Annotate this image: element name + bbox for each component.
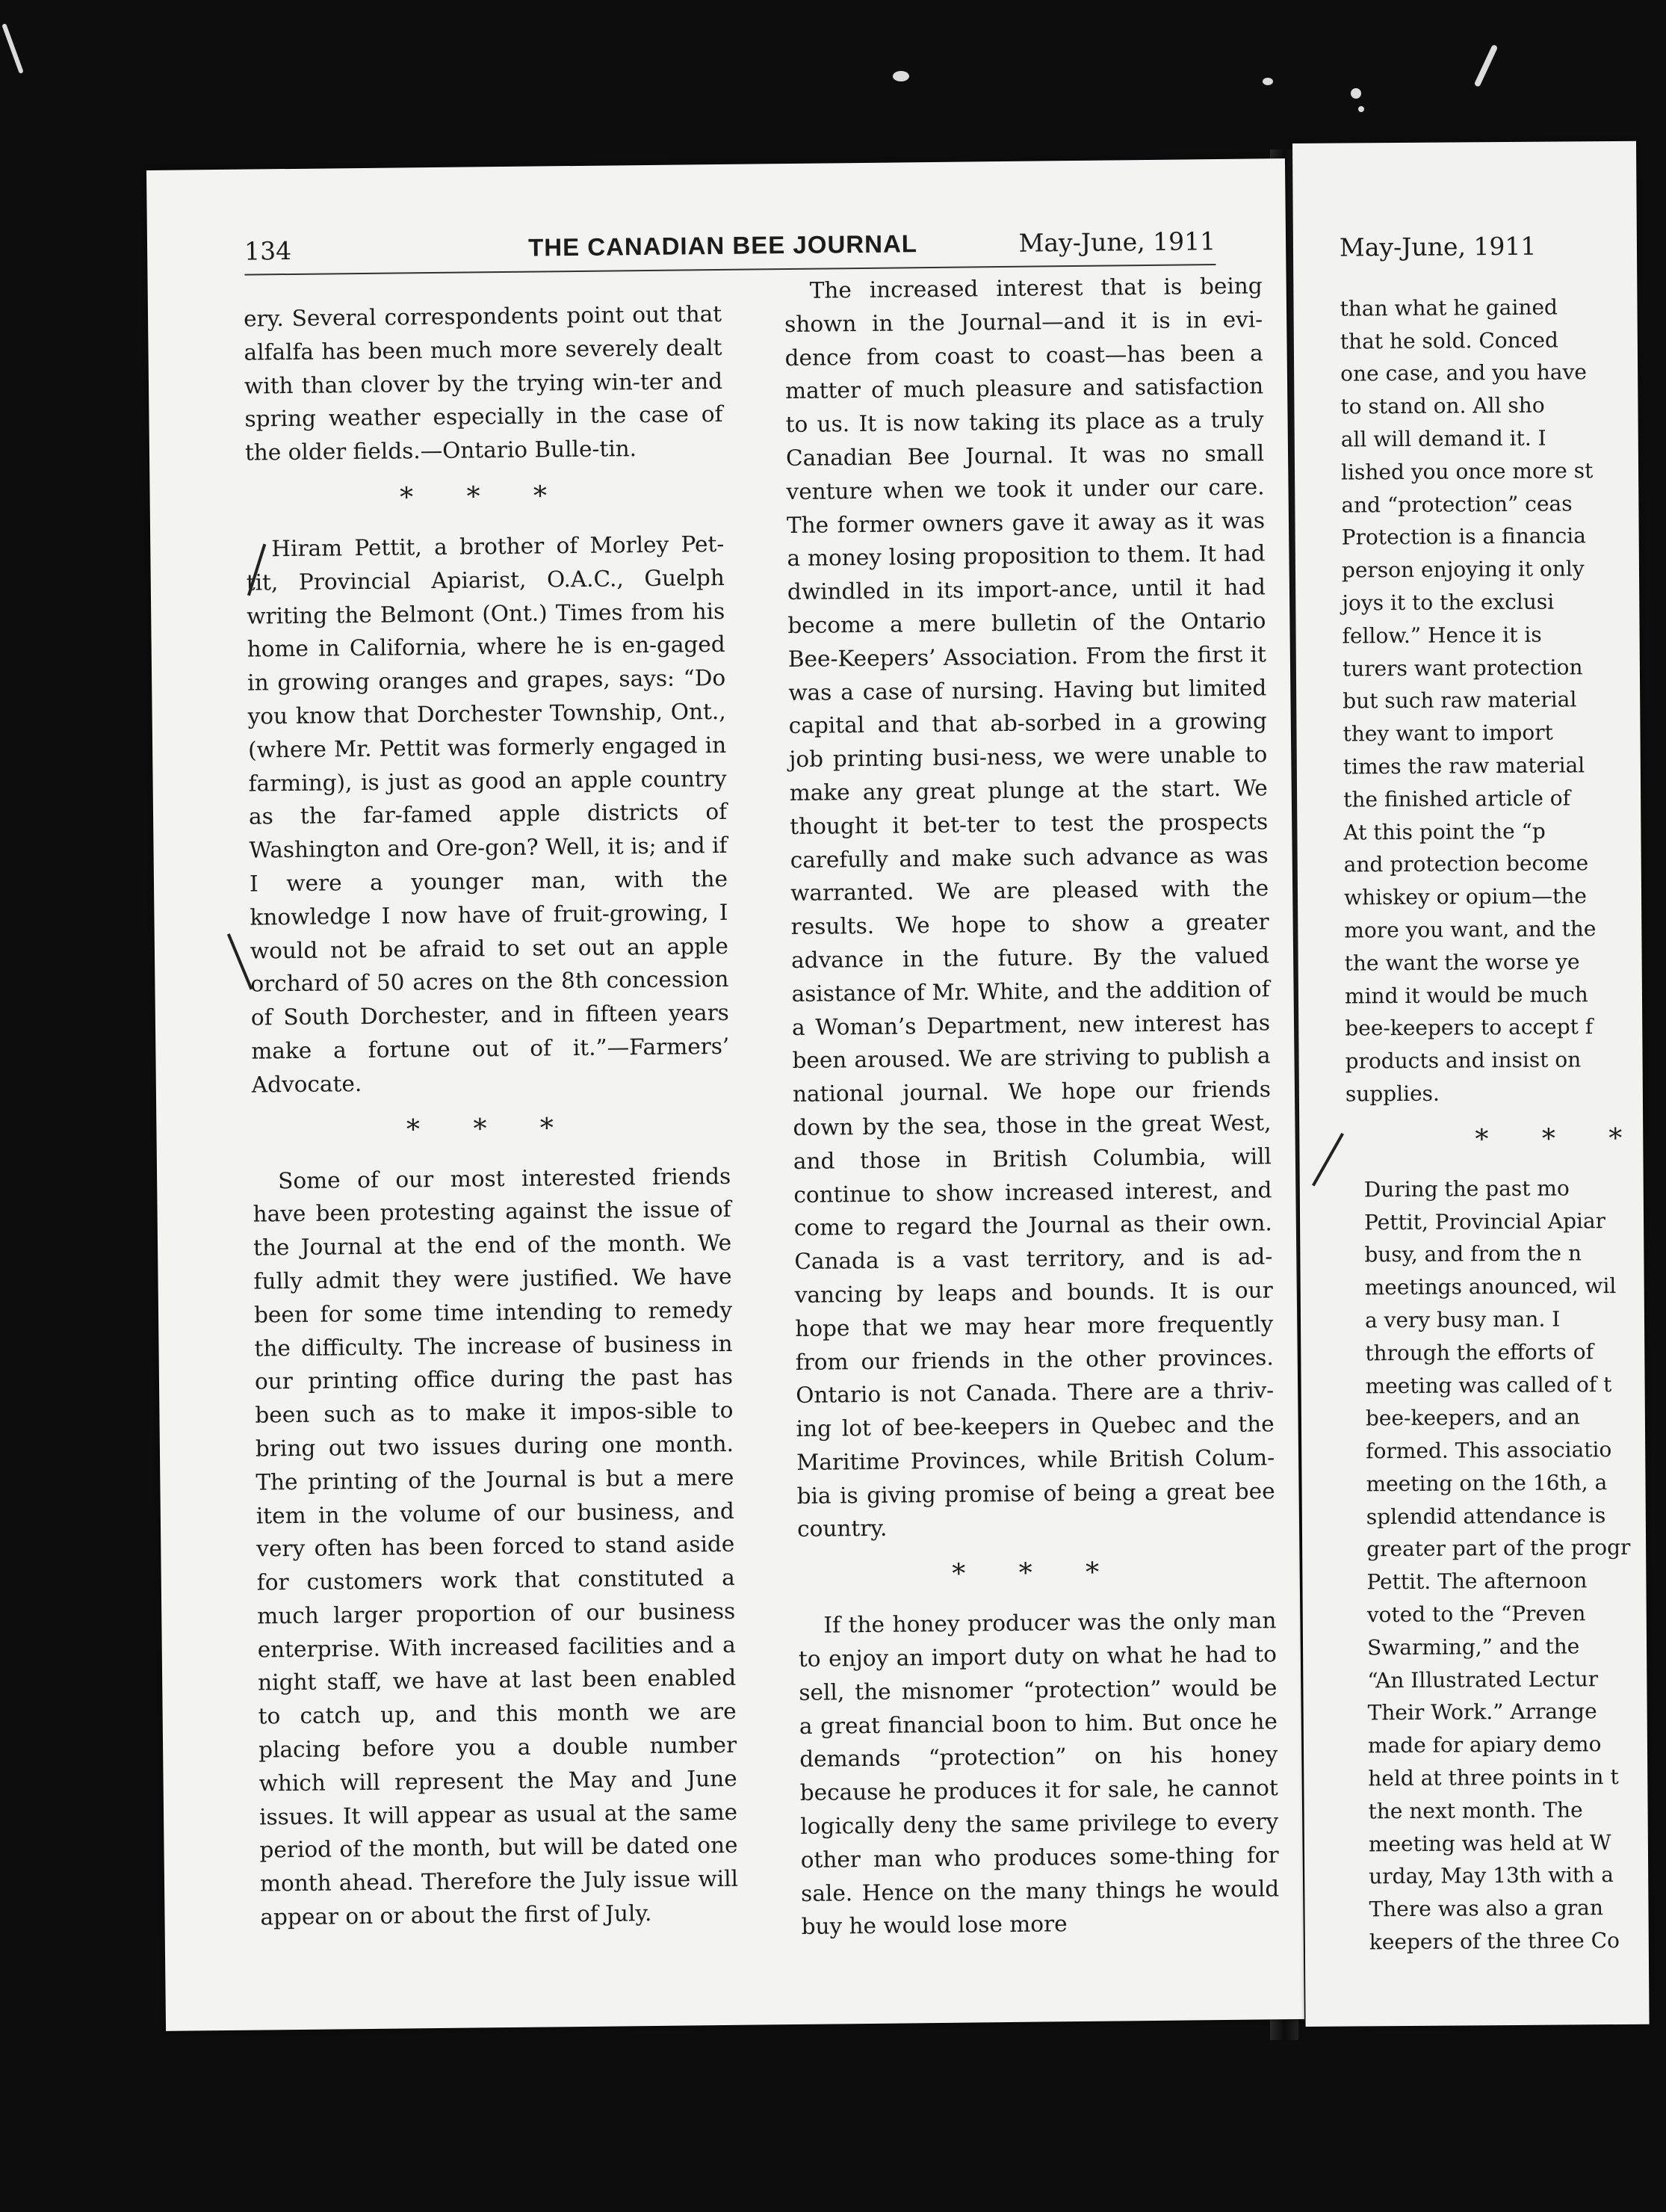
text-line: meeting on the 16th, a: [1366, 1469, 1608, 1497]
text-line: that he sold. Conced: [1340, 327, 1558, 354]
text-line: “An Illustrated Lectur: [1367, 1666, 1599, 1693]
issue-date: May-June, 1911: [1018, 226, 1216, 258]
text-line: the finished article of: [1343, 785, 1571, 812]
text-line: During the past mo: [1363, 1175, 1570, 1202]
text-line: they want to import: [1343, 720, 1553, 747]
dust-speck: [1358, 106, 1364, 112]
dust-speck: [1, 23, 24, 74]
text-line: bee-keepers, and an: [1365, 1404, 1580, 1431]
text-line: all will demand it. I: [1340, 425, 1546, 452]
text-line: held at three points in t: [1368, 1764, 1619, 1791]
article-paragraph: The increased interest that is being shown in the Journal—and it is in evi-dence from coast to coast—has been a matter of much pleasure and satisfaction to us. It is now taking its place as a truly Canadian Bee Journal. It was no small venture when we took it under our care. The former owners gave it away as it was a money losing proposition to them. It had dwindled in its import-ance, until it had become a mere bulletin of the Ontario Bee-Keepers’ Association. From the first it was a case of nursing. Having but limited capital and that ab-sorbed in a growing job printing busi-ness, we were unable to make any great plunge at the start. We thought it bet-ter to test the prospects carefully and make such advance as was warranted. We are pleased with the results. We hope to show a greater advance in the future. By the valued asistance of Mr. White, and the addition of a Woman’s Department, new interest has been aroused. We are striving to publish a national journal. We hope our friends down by the sea, those in the great West, and those in British Columbia, will continue to show increased interest, and come to regard the Journal as their own. Canada is a vast territory, and is ad-vancing by leaps and bounds. It is our hope that we may hear more frequently from our friends in the other provinces. Ontario is not Canada. There are a thriv-ing lot of bee-keepers in Quebec and the Maritime Provinces, while British Colum-bia is giving promise of being a great bee country.: [784, 273, 1275, 1542]
right-issue-date: May-June, 1911: [1339, 231, 1537, 262]
text-line: lished you once more st: [1340, 457, 1594, 485]
dust-speck: [1263, 78, 1273, 85]
pencil-mark: [1312, 1133, 1344, 1187]
text-line: Pettit, Provincial Apiar: [1363, 1208, 1606, 1235]
text-line: Their Work.” Arrange: [1367, 1699, 1597, 1726]
text-line: greater part of the progr: [1366, 1535, 1631, 1562]
text-line: to stand on. All sho: [1340, 392, 1545, 419]
text-line: through the efforts of: [1365, 1338, 1594, 1366]
text-line: fellow.” Hence it is: [1342, 622, 1542, 649]
page-number: 134: [244, 235, 292, 266]
text-line: At this point the “p: [1343, 818, 1546, 845]
article-paragraph: Some of our most interested friends have been protesting against the issue of the Journal at the end of the month. We fully admit they were justified. We have been for some time intending to remedy the difficulty. The increase of business in our printing office during the past has been such as to make it impos-sible to bring out two issues during one month. The printing of the Journal is but a mere item in the volume of our business, and very often has been forced to stand aside for customers work that constituted a much larger proportion of our business enterprise. With increased facilities and a night staff, we have at last been enabled to catch up, and this month we are placing before you a double number which will represent the May and June issues. It will appear as usual at the same period of the month, but will be dated one month ahead. Therefore the July issue will appear on or about the first of July.: [253, 1163, 739, 1930]
text-line: joys it to the exclusi: [1342, 589, 1555, 616]
section-separator: * * *: [952, 1557, 1122, 1590]
text-line: turers want protection: [1342, 654, 1583, 682]
right-page-column: [1340, 229, 1665, 1959]
section-separator: * * *: [406, 1112, 577, 1145]
text-line: and protection become: [1343, 850, 1589, 877]
section-separator: * * *: [399, 481, 570, 513]
text-line: the want the worse ye: [1344, 949, 1580, 976]
text-line: person enjoying it only: [1341, 556, 1585, 583]
text-line: voted to the “Preven: [1366, 1601, 1586, 1628]
text-line: keepers of the three Co: [1369, 1928, 1620, 1955]
text-line: products and insist on: [1345, 1047, 1582, 1074]
text-line: There was also a gran: [1369, 1895, 1604, 1922]
page-header: [244, 226, 1216, 276]
text-line: meeting was held at W: [1368, 1829, 1611, 1856]
text-line: a very busy man. I: [1364, 1306, 1561, 1333]
text-line: than what he gained: [1340, 294, 1558, 321]
text-line: made for apiary demo: [1367, 1731, 1602, 1758]
text-line: supplies.: [1345, 1081, 1440, 1107]
text-line: mind it would be much: [1344, 981, 1588, 1009]
text-line: times the raw material: [1343, 753, 1585, 779]
article-paragraph: Hiram Pettit, a brother of Morley Pet-tit, Provincial Apiarist, O.A.C., Guelph writing the Belmont (Ont.) Times from his home in California, where he is en-gaged in growing oranges and grapes, says: “Do you know that Dorchester Township, Ont., (where Mr. Pettit was formerly engaged in farming), is just as good an apple country as the far-famed apple districts of Washington and Ore-gon? Well, it is; and if I were a younger man, with the knowledge I now have of fruit-growing, I would not be afraid to set out an apple orchard of 50 acres on the 8th concession of South Dorchester, and in fifteen years make a fortune out of it.”—Farmers’ Advocate.: [246, 531, 730, 1098]
text-line: one case, and you have: [1340, 359, 1588, 386]
left-page: [146, 158, 1304, 2031]
text-column-left: [244, 297, 739, 1934]
text-line: formed. This associatio: [1366, 1437, 1612, 1464]
text-line: Swarming,” and the: [1366, 1634, 1580, 1660]
text-column-right: [784, 269, 1280, 1944]
right-page: [1292, 141, 1650, 2027]
text-line: bee-keepers to accept f: [1345, 1014, 1594, 1041]
text-line: splendid attendance is: [1366, 1502, 1606, 1530]
text-line: Protection is a financia: [1341, 523, 1586, 550]
journal-title: THE CANADIAN BEE JOURNAL: [527, 229, 918, 262]
dust-speck: [1474, 44, 1499, 87]
article-paragraph: ery. Several correspondents point out that alfalfa has been much more severely dealt with than clover by the trying win-ter and spring weather especially in the case of the older fields.—Ontario Bulle-tin.: [243, 300, 723, 466]
text-line: more you want, and the: [1344, 916, 1597, 943]
text-line: the next month. The: [1368, 1797, 1583, 1824]
article-paragraph: If the honey producer was the only man to enjoy an import duty on what he had to sell, the misnomer “protection” would be a great financial boon to him. But once he demands “protection” on his honey because he produces it for sale, he cannot logically deny the same privilege to every other man who produces some-thing for sale. Hence on the many things he would buy he would lose more: [798, 1607, 1280, 1940]
pencil-mark: [227, 933, 253, 989]
text-line: but such raw material: [1343, 687, 1577, 714]
text-line: meeting was called of t: [1365, 1371, 1612, 1398]
text-line: meetings anounced, wil: [1364, 1273, 1617, 1300]
dust-speck: [893, 71, 909, 81]
text-line: Pettit. The afternoon: [1366, 1568, 1588, 1595]
text-line: urday, May 13th with a: [1369, 1862, 1614, 1889]
text-line: and “protection” ceas: [1341, 490, 1573, 518]
dust-speck: [1351, 88, 1361, 99]
section-separator: * * *: [1475, 1122, 1645, 1155]
text-line: busy, and from the n: [1364, 1241, 1582, 1267]
text-line: whiskey or opium—the: [1343, 883, 1588, 910]
